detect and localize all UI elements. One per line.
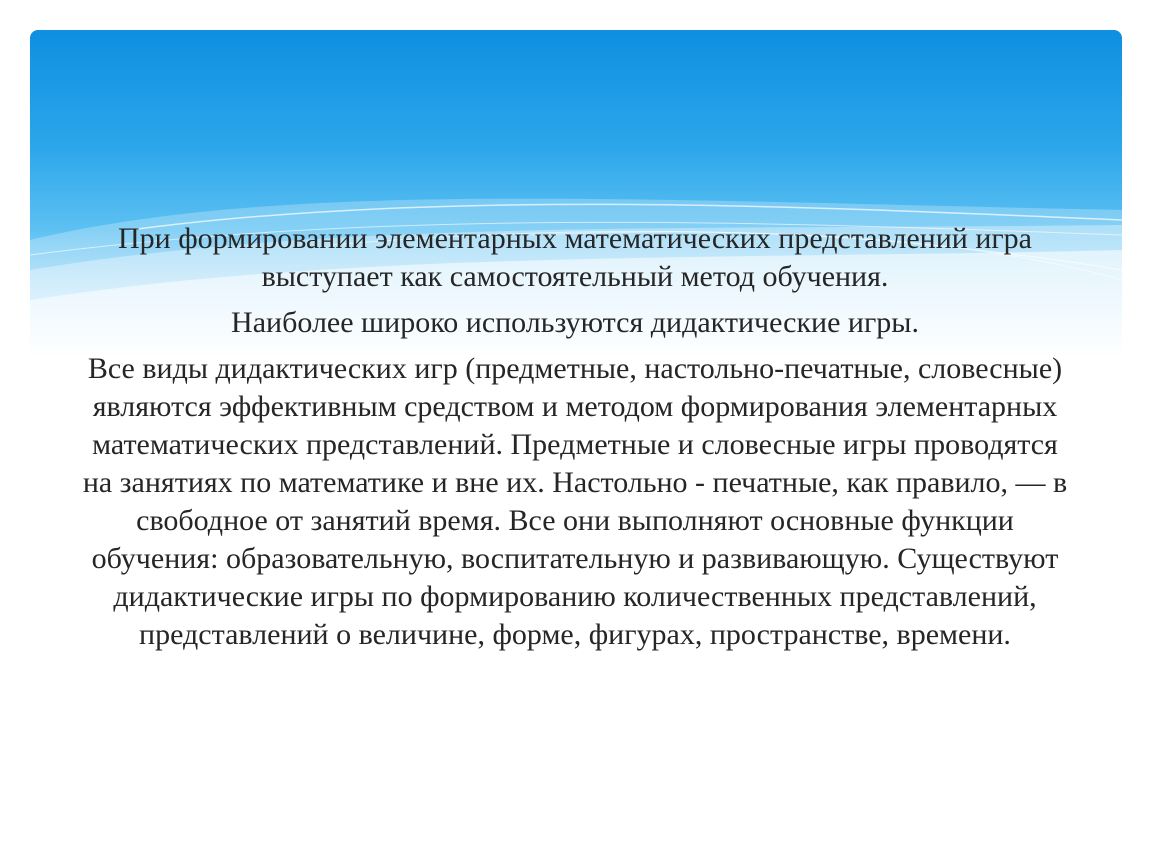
paragraph-didactic-games: Наиболее широко используются дидактические игры.	[231, 306, 919, 339]
paragraph-game-types: Все виды дидактических игр (предметные, настольно-печатные, словесные) являются эффективным средством и методом формирования элементарных математических представлений. Предметные и словесные игры проводятся на занятиях по математике и вне их. Настольно - печатные, как правило, — в свободное от занятий время. Все они выполняют основные функции обучения: образовательную, воспитательную и развивающую. Существуют дидактические игры по формированию количественных представлений, представлений о величине, форме, фигурах, пространстве, времени.	[82, 352, 1068, 651]
paragraph-intro: При формировании элементарных математических представлений игра выступает как самостоятельный метод обучения.	[117, 222, 1033, 293]
slide-text	[80, 220, 1070, 662]
